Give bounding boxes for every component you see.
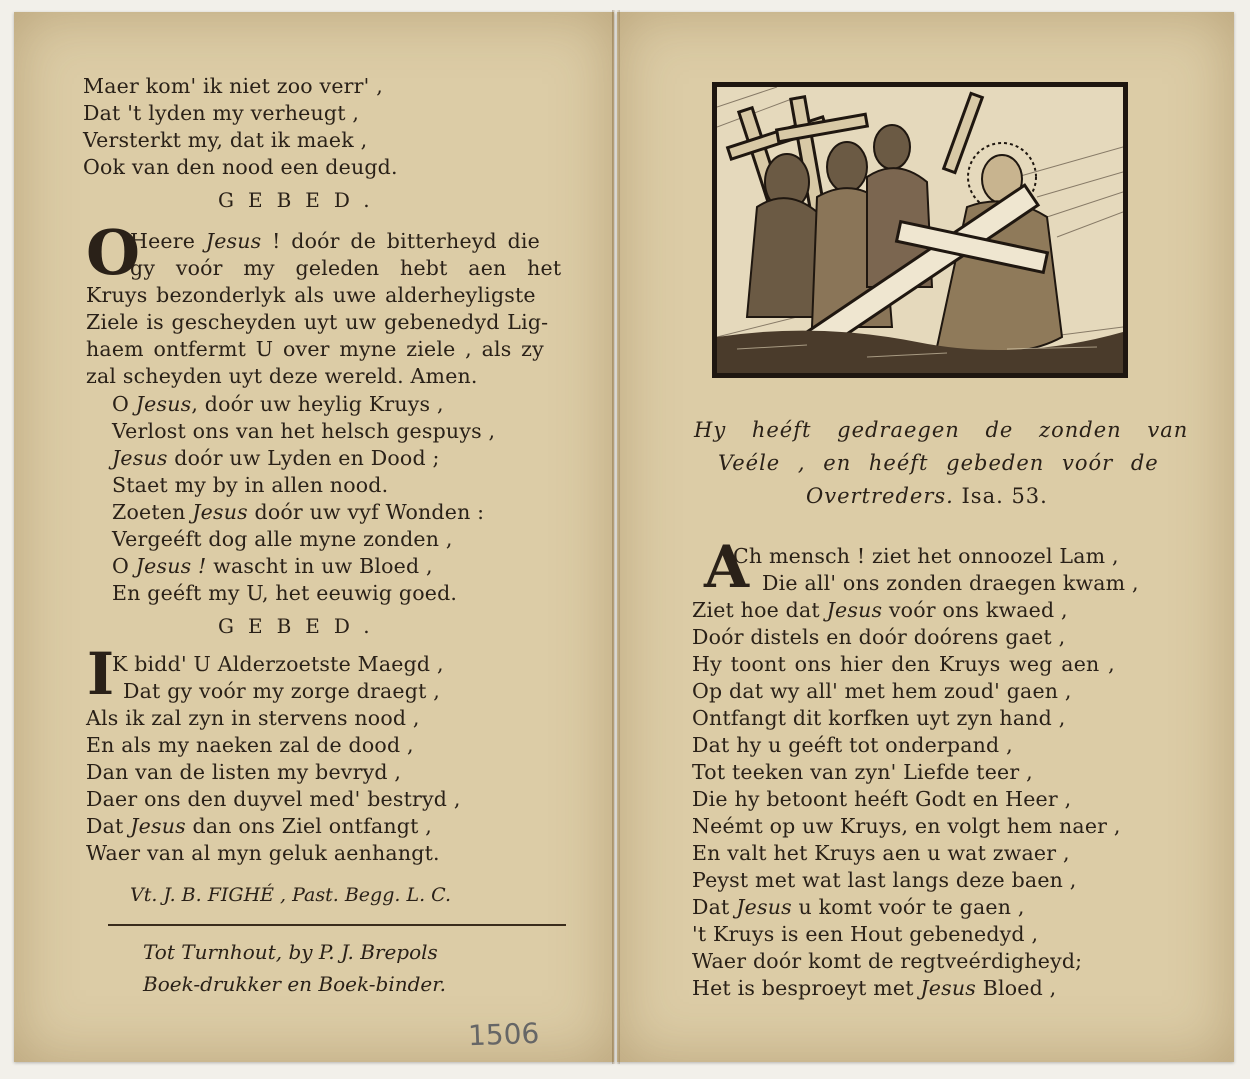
- text-line: Doór distels en doór doórens gaet ,: [692, 625, 1066, 649]
- drop-cap: A: [704, 533, 750, 601]
- text-line: Dat Jesus dan ons Ziel ontfangt ,: [86, 814, 432, 838]
- text-line: Jesus doór uw Lyden en Dood ;: [112, 446, 440, 470]
- text-line: Waer van al myn geluk aenhangt.: [86, 841, 440, 865]
- text-line: 't Kruys is een Hout gebenedyd ,: [692, 922, 1039, 946]
- text-line: Die hy betoont heéft Godt en Heer ,: [692, 787, 1072, 811]
- scripture-caption: Veéle , en heéft gebeden voór de: [718, 451, 1159, 475]
- author-credit: Vt. J. B. FIGHÉ , Past. Begg. L. C.: [130, 884, 452, 906]
- text-line: Dat gy voór my zorge draegt ,: [123, 679, 440, 703]
- text-line: gy voór my geleden hebt aen het: [130, 256, 562, 280]
- text-line: O Jesus ! wascht in uw Bloed ,: [112, 554, 433, 578]
- text-line: Dat Jesus u komt voór te gaen ,: [692, 895, 1025, 919]
- text-line: O Jesus, doór uw heylig Kruys ,: [112, 392, 444, 416]
- text-line: Waer doór komt de regtveérdigheyd;: [692, 949, 1083, 973]
- imprint-line: Boek-drukker en Boek-binder.: [143, 972, 446, 996]
- handwritten-number: 1506: [467, 1016, 540, 1053]
- text-line: haem ontfermt U over myne ziele , als zy: [86, 337, 544, 361]
- text-line: Als ik zal zyn in stervens nood ,: [86, 706, 420, 730]
- text-line: Vergeéft dog alle myne zonden ,: [112, 527, 453, 551]
- verse-line: Maer kom' ik niet zoo verr' ,: [83, 74, 383, 98]
- verse-line: Ook van den nood een deugd.: [83, 155, 398, 179]
- scripture-caption: Overtreders. Isa. 53.: [806, 484, 1048, 508]
- text-line: Verlost ons van het helsch gespuys ,: [112, 419, 496, 443]
- text-line: Dat hy u geéft tot onderpand ,: [692, 733, 1013, 757]
- text-line: Heere Jesus ! doór de bitterheyd die: [130, 229, 541, 253]
- text-line: Hy toont ons hier den Kruys weg aen ,: [692, 652, 1115, 676]
- text-line: Op dat wy all' met hem zoud' gaen ,: [692, 679, 1072, 703]
- text-line: K bidd' U Alderzoetste Maegd ,: [112, 652, 444, 676]
- text-line: Staet my by in allen nood.: [112, 473, 389, 497]
- text-line: Ontfangt dit korfken uyt zyn hand ,: [692, 706, 1066, 730]
- text-line: Ziet hoe dat Jesus voór ons kwaed ,: [692, 598, 1068, 622]
- book-gutter: [612, 10, 620, 1064]
- prayer-heading: GEBED.: [218, 614, 384, 638]
- verse-line: Versterkt my, dat ik maek ,: [83, 128, 368, 152]
- text-line: zal scheyden uyt deze wereld. Amen.: [86, 364, 478, 388]
- divider-rule: [108, 924, 566, 926]
- scripture-caption: Hy heéft gedraegen de zonden van: [694, 418, 1189, 442]
- text-line: Daer ons den duyvel med' bestryd ,: [86, 787, 461, 811]
- drop-cap: O: [86, 216, 141, 289]
- text-line: Kruys bezonderlyk als uwe alderheyligste: [86, 283, 536, 307]
- text-line: Dan van de listen my bevryd ,: [86, 760, 402, 784]
- text-line: Neémt op uw Kruys, en volgt hem naer ,: [692, 814, 1121, 838]
- verse-line: Dat 't lyden my verheugt ,: [83, 101, 360, 125]
- text-line: En valt het Kruys aen u wat zwaer ,: [692, 841, 1070, 865]
- imprint-line: Tot Turnhout, by P. J. Brepols: [143, 940, 438, 964]
- woodcut-illustration: [712, 82, 1128, 378]
- text-line: Tot teeken van zyn' Liefde teer ,: [692, 760, 1033, 784]
- text-line: Peyst met wat last langs deze baen ,: [692, 868, 1077, 892]
- prayer-heading: GEBED.: [218, 188, 384, 212]
- text-line: Ziele is gescheyden uyt uw gebenedyd Lig-: [86, 310, 549, 334]
- text-line: Die all' ons zonden draegen kwam ,: [762, 571, 1139, 595]
- text-line: Ch mensch ! ziet het onnoozel Lam ,: [733, 544, 1119, 568]
- christ-carrying-cross-woodcut: [717, 87, 1123, 373]
- text-line: En als my naeken zal de dood ,: [86, 733, 414, 757]
- text-line: Zoeten Jesus doór uw vyf Wonden :: [112, 500, 485, 524]
- drop-cap: I: [87, 640, 115, 708]
- text-line: Het is besproeyt met Jesus Bloed ,: [692, 976, 1057, 1000]
- text-line: En geéft my U, het eeuwig goed.: [112, 581, 458, 605]
